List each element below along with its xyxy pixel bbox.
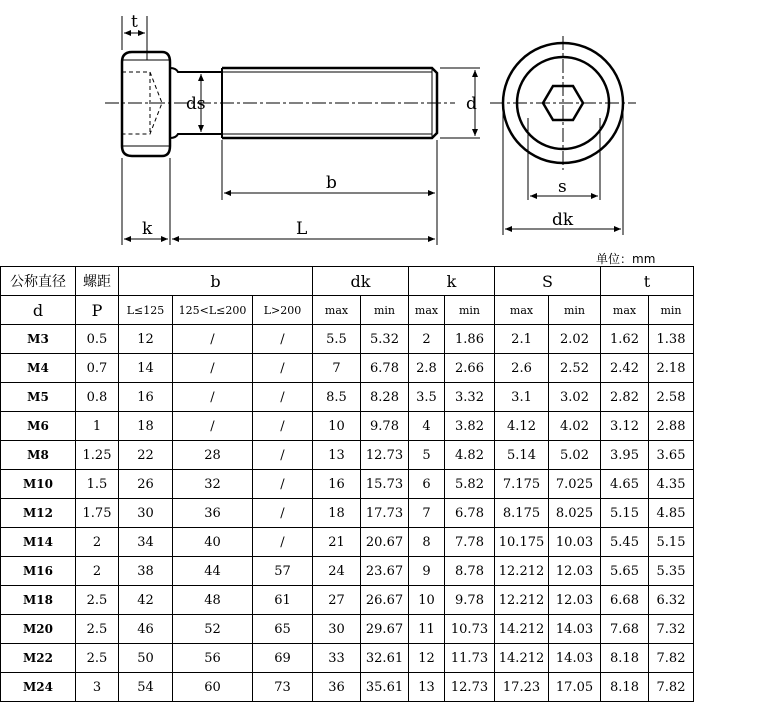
table-row — [1, 383, 694, 412]
cell-size: M18 — [1, 586, 76, 615]
header-S: S — [495, 267, 601, 296]
table-cell: 1 — [76, 412, 119, 441]
L-label: L — [296, 219, 308, 239]
table-cell: 2.6 — [495, 354, 549, 383]
header-max: max — [601, 296, 649, 325]
table-cell: 5.45 — [601, 528, 649, 557]
table-cell: 12.73 — [361, 441, 409, 470]
b-label: b — [326, 173, 337, 193]
header-dk: dk — [313, 267, 409, 296]
table-cell: 14 — [119, 354, 173, 383]
table-cell: 12.03 — [549, 557, 601, 586]
table-cell: 73 — [253, 673, 313, 702]
table-cell: 32 — [173, 470, 253, 499]
table-cell: / — [173, 354, 253, 383]
cell-size: M22 — [1, 644, 76, 673]
header-min: min — [361, 296, 409, 325]
table-cell: 6 — [409, 470, 445, 499]
table-cell: 21 — [313, 528, 361, 557]
table-row — [1, 499, 694, 528]
table-cell: 7.78 — [445, 528, 495, 557]
table-cell: 1.75 — [76, 499, 119, 528]
table-cell: 16 — [119, 383, 173, 412]
table-cell: 2.8 — [409, 354, 445, 383]
table-cell: 61 — [253, 586, 313, 615]
table-cell: 54 — [119, 673, 173, 702]
table-cell: 34 — [119, 528, 173, 557]
table-cell: 12 — [119, 325, 173, 354]
table-cell: 2.5 — [76, 644, 119, 673]
header-nominal-sym: d — [1, 296, 76, 325]
table-cell: 10 — [313, 412, 361, 441]
table-cell: 17.23 — [495, 673, 549, 702]
header-b: b — [119, 267, 313, 296]
table-cell: 7.175 — [495, 470, 549, 499]
table-cell: 9 — [409, 557, 445, 586]
table-cell: 6.78 — [361, 354, 409, 383]
table-cell: 3.02 — [549, 383, 601, 412]
cell-size: M24 — [1, 673, 76, 702]
table-cell: / — [253, 325, 313, 354]
table-cell: 11.73 — [445, 644, 495, 673]
table-cell: 36 — [313, 673, 361, 702]
table-cell: 42 — [119, 586, 173, 615]
table-cell: 8.18 — [601, 673, 649, 702]
table-cell: 3 — [76, 673, 119, 702]
cell-size: M20 — [1, 615, 76, 644]
header-b-sub: L>200 — [253, 296, 313, 325]
spec-table — [0, 266, 694, 702]
table-cell: 2.5 — [76, 615, 119, 644]
table-cell: 24 — [313, 557, 361, 586]
table-cell: 27 — [313, 586, 361, 615]
table-cell: 5.15 — [649, 528, 694, 557]
table-cell: 33 — [313, 644, 361, 673]
table-row — [1, 441, 694, 470]
table-cell: 5.15 — [601, 499, 649, 528]
table-cell: 3.12 — [601, 412, 649, 441]
table-cell: 3.1 — [495, 383, 549, 412]
table-cell: 10.175 — [495, 528, 549, 557]
table-row — [1, 412, 694, 441]
unit-label: 单位：mm — [596, 252, 656, 266]
table-cell: 26 — [119, 470, 173, 499]
cell-size: M4 — [1, 354, 76, 383]
table-cell: / — [253, 383, 313, 412]
table-cell: 18 — [313, 499, 361, 528]
table-cell: 8.18 — [601, 644, 649, 673]
table-cell: 14.212 — [495, 644, 549, 673]
table-cell: 1.86 — [445, 325, 495, 354]
table-cell: 9.78 — [445, 586, 495, 615]
table-cell: 14.212 — [495, 615, 549, 644]
table-cell: 5.82 — [445, 470, 495, 499]
table-cell: / — [253, 354, 313, 383]
table-cell: 35.61 — [361, 673, 409, 702]
table-cell: 46 — [119, 615, 173, 644]
table-row — [1, 325, 694, 354]
table-cell: 2.82 — [601, 383, 649, 412]
table-cell: 8 — [409, 528, 445, 557]
t-label: t — [131, 12, 138, 32]
table-cell: 2.5 — [76, 586, 119, 615]
table-row — [1, 615, 694, 644]
header-b-sub: L≤125 — [119, 296, 173, 325]
table-cell: 7 — [313, 354, 361, 383]
table-cell: 2 — [76, 528, 119, 557]
table-cell: 1.25 — [76, 441, 119, 470]
table-cell: 2 — [409, 325, 445, 354]
header-min: min — [445, 296, 495, 325]
table-cell: 8.28 — [361, 383, 409, 412]
cell-size: M12 — [1, 499, 76, 528]
table-row — [1, 644, 694, 673]
dk-label: dk — [552, 210, 574, 230]
header-b-sub: 125<L≤200 — [173, 296, 253, 325]
table-cell: 7.025 — [549, 470, 601, 499]
table-cell: 5 — [409, 441, 445, 470]
table-cell: 0.5 — [76, 325, 119, 354]
header-pitch-cn: 螺距 — [76, 267, 119, 296]
table-cell: / — [253, 528, 313, 557]
table-row — [1, 586, 694, 615]
table-cell: 8.5 — [313, 383, 361, 412]
table-cell: 23.67 — [361, 557, 409, 586]
table-cell: 2.1 — [495, 325, 549, 354]
table-cell: / — [173, 383, 253, 412]
header-pitch-sym: P — [76, 296, 119, 325]
table-cell: 1.62 — [601, 325, 649, 354]
cell-size: M14 — [1, 528, 76, 557]
table-cell: 2.58 — [649, 383, 694, 412]
table-cell: 12.03 — [549, 586, 601, 615]
table-cell: / — [253, 470, 313, 499]
table-row — [1, 557, 694, 586]
table-cell: / — [253, 412, 313, 441]
table-cell: 17.73 — [361, 499, 409, 528]
table-cell: 7 — [409, 499, 445, 528]
table-cell: 15.73 — [361, 470, 409, 499]
table-cell: 4.82 — [445, 441, 495, 470]
table-cell: 29.67 — [361, 615, 409, 644]
bolt-technical-drawing — [0, 0, 778, 250]
table-cell: 0.8 — [76, 383, 119, 412]
table-cell: 0.7 — [76, 354, 119, 383]
table-cell: 7.32 — [649, 615, 694, 644]
table-cell: / — [253, 441, 313, 470]
header-nominal-cn: 公称直径 — [1, 267, 76, 296]
table-cell: 12.212 — [495, 586, 549, 615]
table-cell: 2 — [76, 557, 119, 586]
cell-size: M6 — [1, 412, 76, 441]
table-cell: 40 — [173, 528, 253, 557]
table-cell: 10 — [409, 586, 445, 615]
table-cell: 50 — [119, 644, 173, 673]
table-cell: 11 — [409, 615, 445, 644]
header-max: max — [495, 296, 549, 325]
cell-size: M5 — [1, 383, 76, 412]
table-cell: 52 — [173, 615, 253, 644]
header-max: max — [313, 296, 361, 325]
table-cell: 4.02 — [549, 412, 601, 441]
table-cell: 7.82 — [649, 673, 694, 702]
table-cell: 4.65 — [601, 470, 649, 499]
table-cell: 13 — [313, 441, 361, 470]
table-cell: 12 — [409, 644, 445, 673]
s-label: s — [558, 177, 567, 197]
table-cell: 2.66 — [445, 354, 495, 383]
table-cell: 36 — [173, 499, 253, 528]
d-label: d — [466, 94, 477, 114]
table-cell: 14.03 — [549, 644, 601, 673]
table-cell: 65 — [253, 615, 313, 644]
table-cell: 17.05 — [549, 673, 601, 702]
table-cell: 1.5 — [76, 470, 119, 499]
table-cell: 8.025 — [549, 499, 601, 528]
table-cell: 2.52 — [549, 354, 601, 383]
header-t: t — [601, 267, 694, 296]
table-cell: 4.85 — [649, 499, 694, 528]
table-cell: 12.212 — [495, 557, 549, 586]
table-cell: 6.32 — [649, 586, 694, 615]
table-cell: 60 — [173, 673, 253, 702]
table-cell: / — [173, 325, 253, 354]
table-cell: 5.35 — [649, 557, 694, 586]
table-row — [1, 354, 694, 383]
table-row — [1, 470, 694, 499]
table-cell: 8.78 — [445, 557, 495, 586]
table-cell: 32.61 — [361, 644, 409, 673]
header-row-2 — [1, 296, 694, 325]
header-k: k — [409, 267, 495, 296]
cell-size: M8 — [1, 441, 76, 470]
table-cell: 44 — [173, 557, 253, 586]
table-cell: 30 — [119, 499, 173, 528]
ds-label: ds — [186, 94, 206, 114]
table-cell: 5.5 — [313, 325, 361, 354]
table-cell: 7.68 — [601, 615, 649, 644]
bolt-head — [122, 52, 170, 156]
table-cell: 10.03 — [549, 528, 601, 557]
table-cell: 2.88 — [649, 412, 694, 441]
table-cell: / — [253, 499, 313, 528]
table-cell: 20.67 — [361, 528, 409, 557]
table-cell: 3.82 — [445, 412, 495, 441]
cell-size: M3 — [1, 325, 76, 354]
table-cell: 5.65 — [601, 557, 649, 586]
table-cell: 1.38 — [649, 325, 694, 354]
cell-size: M16 — [1, 557, 76, 586]
table-cell: 7.82 — [649, 644, 694, 673]
table-cell: 9.78 — [361, 412, 409, 441]
table-cell: 6.68 — [601, 586, 649, 615]
table-cell: 56 — [173, 644, 253, 673]
table-cell: 4.35 — [649, 470, 694, 499]
table-cell: 3.95 — [601, 441, 649, 470]
table-cell: 5.14 — [495, 441, 549, 470]
k-label: k — [142, 219, 153, 239]
table-cell: 2.18 — [649, 354, 694, 383]
table-cell: 10.73 — [445, 615, 495, 644]
table-cell: 4.12 — [495, 412, 549, 441]
table-cell: 8.175 — [495, 499, 549, 528]
table-row — [1, 673, 694, 702]
table-cell: 2.42 — [601, 354, 649, 383]
header-min: min — [549, 296, 601, 325]
table-cell: 5.02 — [549, 441, 601, 470]
table-cell: 18 — [119, 412, 173, 441]
header-min: min — [649, 296, 694, 325]
table-cell: 48 — [173, 586, 253, 615]
table-cell: 5.32 — [361, 325, 409, 354]
table-cell: 13 — [409, 673, 445, 702]
table-cell: 38 — [119, 557, 173, 586]
table-cell: 30 — [313, 615, 361, 644]
table-cell: 16 — [313, 470, 361, 499]
cell-size: M10 — [1, 470, 76, 499]
header-max: max — [409, 296, 445, 325]
table-cell: 69 — [253, 644, 313, 673]
table-cell: 22 — [119, 441, 173, 470]
table-cell: 3.5 — [409, 383, 445, 412]
table-cell: 3.65 — [649, 441, 694, 470]
table-cell: 3.32 — [445, 383, 495, 412]
table-cell: 57 — [253, 557, 313, 586]
header-row-1 — [1, 267, 694, 296]
table-cell: 12.73 — [445, 673, 495, 702]
table-cell: 2.02 — [549, 325, 601, 354]
table-cell: 14.03 — [549, 615, 601, 644]
table-cell: / — [173, 412, 253, 441]
table-cell: 6.78 — [445, 499, 495, 528]
table-cell: 28 — [173, 441, 253, 470]
table-row — [1, 528, 694, 557]
table-cell: 4 — [409, 412, 445, 441]
table-cell: 26.67 — [361, 586, 409, 615]
